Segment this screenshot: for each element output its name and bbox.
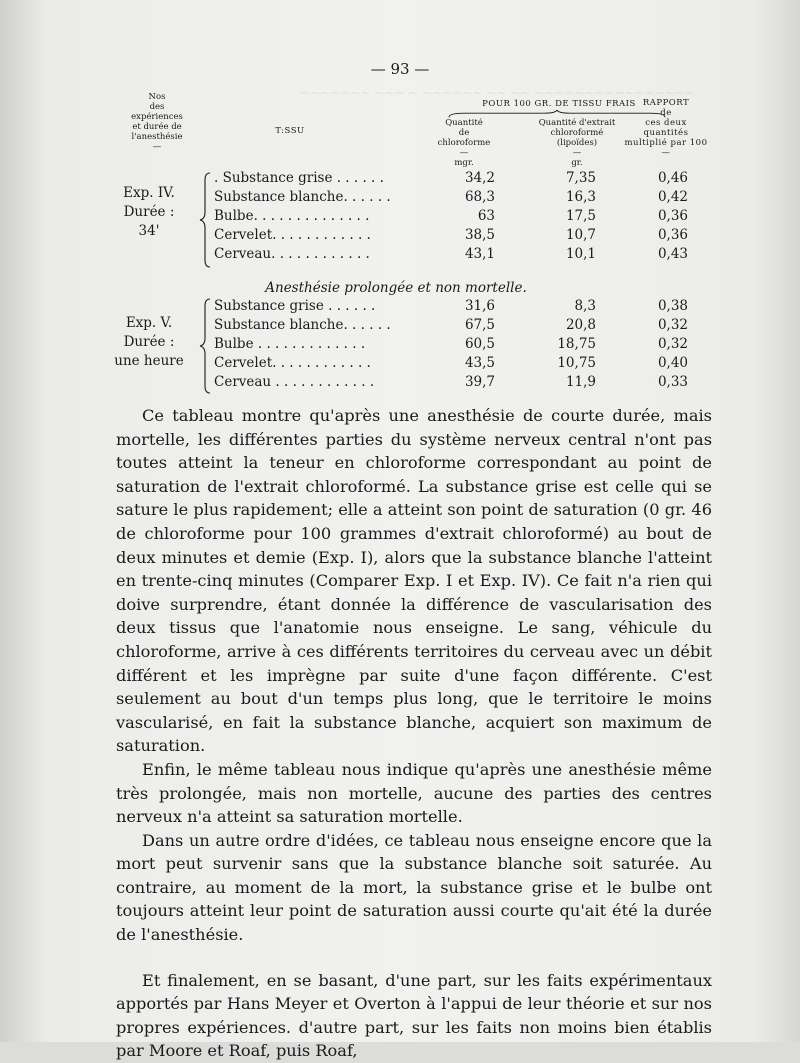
unit-mgr: mgr. <box>454 158 474 168</box>
table-row: . Substance grise . . . . . . 34,2 7,35 0,46 <box>214 170 688 186</box>
header-chloroform: Quantité de chloroforme — mgr. <box>414 118 514 168</box>
results-table <box>96 92 708 392</box>
header-group-per-100g: POUR 100 GR. DE TISSU FRAIS <box>482 99 636 109</box>
table-row: Cervelet. . . . . . . . . . . . 38,5 10,7 0,36 <box>214 227 688 243</box>
header-tissue: T:SSU <box>275 126 305 136</box>
unit-gr: gr. <box>571 158 583 168</box>
table-row: Bulbe . . . . . . . . . . . . . 60,5 18,75 0,32 <box>214 336 688 352</box>
paragraph: Enfin, le même tableau nous indique qu'après une anesthésie même très prolongée, mais non mortelle, aucune des parties des centres nerveux n'a atteint sa saturation mortelle. <box>116 759 712 827</box>
header-extract: Quantité d'extrait chloroformé (lipoïdes) — gr. <box>512 118 642 168</box>
header-experiments: Nos des expériences et durée de l'anesthésie — <box>131 92 183 152</box>
group-label-exp-v: Exp. V. Durée : une heure <box>114 315 184 369</box>
group-label-exp-iv: Exp. IV. Durée : 34' <box>123 185 175 239</box>
paragraph: Dans un autre ordre d'idées, ce tableau nous enseigne encore que la mort peut survenir sans que la substance blanche soit saturée. Au contraire, au moment de la mort, la substance grise et le bulbe ont toujours atteint leur point de saturation aussi courte qu'ait été la durée de l'anesthésie. <box>116 830 712 945</box>
table-row: Substance blanche. . . . . . 67,5 20,8 0,32 <box>214 317 688 333</box>
body-text <box>116 404 712 1063</box>
table-row: Bulbe. . . . . . . . . . . . . . 63 17,5 0,36 <box>214 208 688 224</box>
paragraph: Ce tableau montre qu'après une anesthésie de courte durée, mais mortelle, les différentes parties du système nerveux central n'ont pas toutes atteint la teneur en chloroforme correspondant au point de saturation de l'extrait chloroformé. La substance grise est celle qui se sature le plus rapidement; elle a atteint son point de saturation (0 gr. 46 de chloroforme pour 100 grammes d'extrait chloroformé) au bout de deux minutes et demie (Exp. I), alors que la substance blanche l'atteint en trente-cinq minutes (Comparer Exp. I et Exp. IV). Ce fait n'a rien qui doive surprendre, étant donnée la différence de vascularisation des deux tissus que l'anatomie nous enseigne. Le sang, véhicule du chloroforme, arrive à ces différents territoires du cerveau avec un débit différent et les imprègne par suite d'une façon différente. C'est seulement au bout d'un temps plus long, que le territoire le moins vascularisé, en fait la substance blanche, acquiert son maximum de saturation. <box>116 406 712 756</box>
table-row: Cerveau. . . . . . . . . . . . 43,1 10,1 0,43 <box>214 246 688 262</box>
paragraph: Et finalement, en se basant, d'une part, sur les faits expérimentaux apportés par Hans Meyer et Overton à l'appui de leur théorie et sur nos propres expériences. d'autre part, sur les faits non moins bien établis par Moore et Roaf, puis Roaf, <box>116 970 712 1061</box>
page-number: — 93 — <box>370 60 430 78</box>
table-row: Substance grise . . . . . . 31,6 8,3 0,38 <box>214 298 688 314</box>
section-title: Anesthésie prolongée et non mortelle. <box>265 280 527 296</box>
table-row: Substance blanche. . . . . . 68,3 16,3 0,42 <box>214 189 688 205</box>
bleed-through-texture: ~~~~~~~ ~~~ ~ ~~~~~~ ~~ ~~ ~~~~~~~~~~~~~~~~ <box>300 86 695 100</box>
header-ratio: RAPPORT de ces deux quantités multiplié par 100 — <box>624 98 708 158</box>
table-row: Cervelet. . . . . . . . . . . . 43,5 10,75 0,40 <box>214 355 688 371</box>
table-row: Cerveau . . . . . . . . . . . . 39,7 11,9 0,33 <box>214 374 688 390</box>
